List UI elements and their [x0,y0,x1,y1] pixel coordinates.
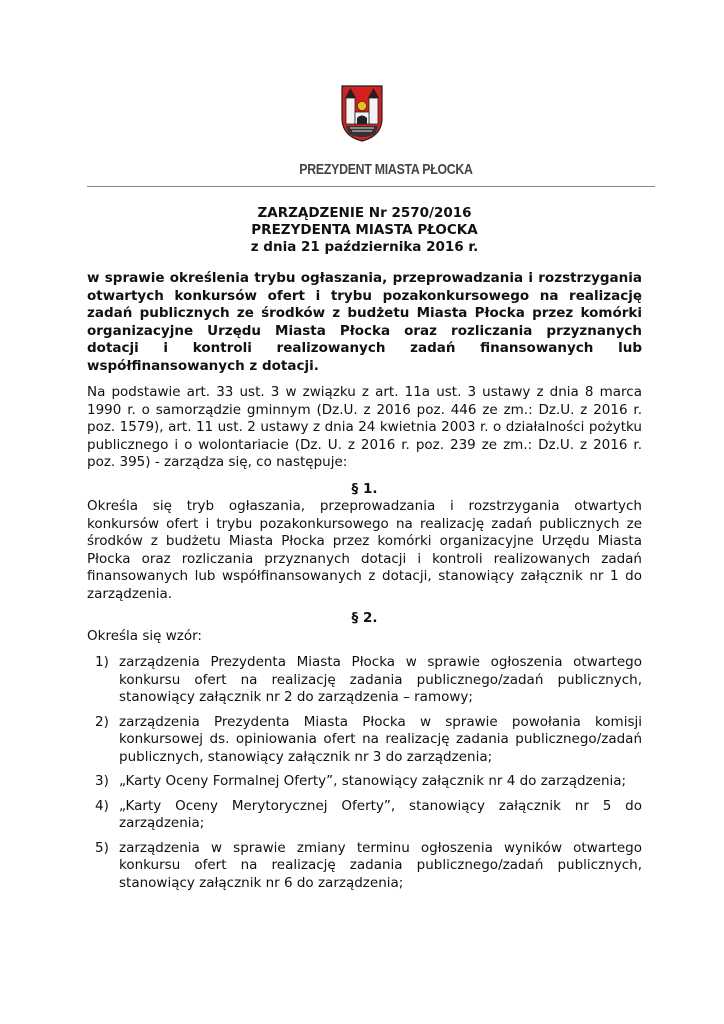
legal-basis: Na podstawie art. 33 ust. 3 w związku z art. 11a ust. 3 ustawy z dnia 8 marca 1990 r. o samorządzie gminnym (Dz.U. z 2016 poz. 446 ze zm.: Dz.U. z 2016 r. poz. 1579), art. 11 ust. 2 ustawy z dnia 24 kwietnia 2003 r. o działalności pożytku publicznego i o wolontariacie (Dz. U. z 2016 r. poz. 239 ze zm.: Dz.U. z 2016 r. poz. 395) - zarządza się, co następuje: [87,384,642,470]
paragraph-1-title: § 1. [351,481,378,497]
list-item-text: „Karty Oceny Formalnej Oferty”, stanowiący załącznik nr 4 do zarządzenia; [119,773,627,789]
paragraph-2-intro: Określa się wzór: [87,628,202,644]
document-issuer: PREZYDENTA MIASTA PŁOCKA [251,222,478,238]
office-header: PREZYDENT MIASTA PŁOCKA [299,161,473,178]
list-item [87,714,642,767]
document-heading [87,205,642,256]
paragraph-1-text: Określa się tryb ogłaszania, przeprowadzania i rozstrzygania otwartych konkursów ofert i trybu pozakonkursowego na realizację zadań publicznych ze środków z budżetu Miasta Płocka przez komórki organizacyjne Urzędu Miasta Płocka oraz rozliczania przyznanych dotacji i kontroli realizowanych zadań finansowanych lub współfinansowanych z dotacji, stanowiący załącznik nr 1 do zarządzenia. [87,498,642,602]
list-item-text: „Karty Oceny Merytorycznej Oferty”, stanowiący załącznik nr 5 do zarządzenia; [119,797,642,831]
template-list [87,654,642,899]
list-item [87,840,642,893]
list-item-text: zarządzenia Prezydenta Miasta Płocka w sprawie ogłoszenia otwartego konkursu ofert na realizację zadania publicznego/zadań publicznych, stanowiący załącznik nr 2 do zarządzenia – ramowy; [119,654,642,705]
list-item-text: zarządzenia w sprawie zmiany terminu ogłoszenia wyników otwartego konkursu ofert na realizację zadania publicznego/zadań publicznych, stanowiący załącznik nr 6 do zarządzenia; [119,839,642,891]
list-item-text: zarządzenia Prezydenta Miasta Płocka w sprawie powołania komisji konkursowej ds. opiniowania ofert na realizację zadania publicznego/zadań publicznych, stanowiący załącznik nr 3 do zarządzenia; [119,713,642,765]
city-coat-of-arms-icon [340,84,384,142]
header-divider [87,186,655,187]
list-item-number: 2) [95,713,109,730]
paragraph-2-title: § 2. [351,610,378,626]
list-item [87,798,642,833]
list-item-number: 1) [95,654,109,670]
document-number: ZARZĄDZENIE Nr 2570/2016 [257,205,472,221]
list-item [87,654,642,707]
list-item-number: 5) [95,839,109,856]
list-item-number: 3) [95,773,109,789]
document-subject: w sprawie określenia trybu ogłaszania, przeprowadzania i rozstrzygania otwartych konkursów ofert i trybu pozakonkursowego na realizację zadań publicznych ze środków z budżetu Miasta Płocka przez komórki organizacyjne Urzędu Miasta Płocka oraz rozliczania przyznanych dotacji i kontroli realizowanych zadań finansowanych lub współfinansowanych z dotacji. [87,270,642,374]
list-item [87,773,642,791]
list-item-number: 4) [95,797,109,814]
document-date: z dnia 21 października 2016 r. [250,239,479,255]
